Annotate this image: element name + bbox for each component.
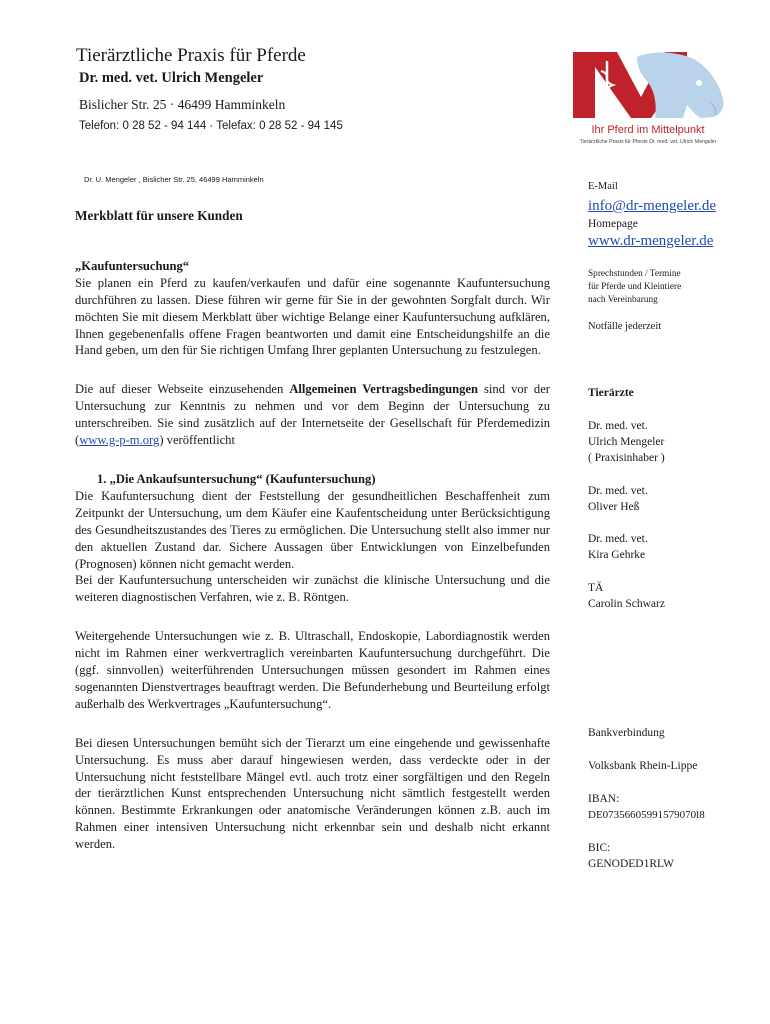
vet-4-title: TÄ (588, 582, 604, 594)
bank-name: Volksbank Rhein-Lippe (588, 760, 698, 772)
gpm-link[interactable]: www.g-p-m.org (79, 433, 160, 448)
emergency-note: Notfälle jederzeit (588, 321, 662, 332)
practice-logo (571, 47, 726, 147)
practice-title: Tierärztliche Praxis für Pferde (76, 45, 306, 66)
vet-1-title: Dr. med. vet. (588, 420, 648, 432)
vet-3-name: Kira Gehrke (588, 549, 646, 561)
phone-fax-line: Telefon: 0 28 52 - 94 144 · Telefax: 0 28 52 - 94 145 (79, 120, 343, 132)
practice-address: Bislicher Str. 25 · 46499 Hamminkeln (79, 97, 286, 112)
sender-address-line: Dr. U. Mengeler , Bislicher Str. 25, 46499 Hamminkeln (84, 175, 264, 184)
merkblatt-heading: Merkblatt für unsere Kunden (75, 208, 243, 223)
agb-bold-text: Allgemeinen Vertragsbedingungen (289, 382, 478, 397)
agb-paragraph (75, 381, 550, 449)
bic-label: BIC: (588, 842, 611, 854)
bic-value: GENODED1RLW (588, 858, 675, 870)
hours-line-2: für Pferde und Kleintiere (588, 282, 682, 292)
section1-paragraph-2: Bei der Kaufuntersuchung unterscheiden wir zunächst die klinische Untersuchung und die weiteren diagnostischen Verfahren, wie z. B. Röntgen. (75, 573, 550, 605)
kaufuntersuchung-heading: „Kaufuntersuchung“ (75, 258, 190, 273)
main-content (75, 208, 550, 853)
vet-4-name: Carolin Schwarz (588, 598, 665, 610)
logo-slogan: Ihr Pferd im Mittelpunkt (591, 124, 705, 136)
section1-paragraph-1: Die Kaufuntersuchung dient der Feststellung der gesundheitlichen Beschaffenheit zum Zeitpunkt der Untersuchung, um dem Käufer eine Kaufentscheidung unter Berücksichtigung des Gesundheitszustandes des Tieres zu ermöglichen. Die Untersuchung stellt also immer nur den aktuellen Zustand dar. Sichere Aussagen über Entwicklungen von Einzelbefunden (Prognosen) können nicht gemacht werden. (75, 488, 550, 571)
email-link[interactable]: info@dr-mengeler.de (588, 198, 717, 214)
vet-1-name: Ulrich Mengeler (588, 436, 665, 448)
agb-text-1: Die auf dieser Webseite einzusehenden (75, 382, 290, 397)
homepage-link[interactable]: www.dr-mengeler.de (588, 233, 714, 249)
hours-line-3: nach Vereinbarung (588, 295, 658, 305)
vet-1-role: ( Praxisinhaber ) (588, 452, 665, 464)
vets-heading: Tierärzte (588, 387, 634, 399)
iban-label: IBAN: (588, 793, 620, 805)
agb-text-2: sind vor der Untersuchung zur Kenntnis zu nehmen und vor dem Beginn der Untersuchung zu unterschreiben. Sie sind zusätzlich auf der Internetseite der Gesellschaft für Pferdemedizin ( (75, 382, 550, 448)
agb-text-3: ) veröffentlicht (159, 433, 235, 448)
iban-value: DE07356605991579070l8 (588, 809, 705, 821)
vet-2-title: Dr. med. vet. (588, 485, 648, 497)
doctor-name: Dr. med. vet. Ulrich Mengeler (79, 70, 264, 86)
homepage-label: Homepage (588, 218, 638, 230)
hours-line-1: Sprechstunden / Termine (588, 269, 681, 279)
logo-subline: Tierärztliche Praxis für Pferde Dr. med. vet. Ulrich Mengeler (579, 139, 717, 145)
bank-heading: Bankverbindung (588, 727, 665, 739)
intro-paragraph: Sie planen ein Pferd zu kaufen/verkaufen und dafür eine sogenannte Kaufuntersuchung durchführen zu lassen. Diese führen wir gerne für Sie in der gewohnten Sorgfalt durch. Wir möchten Sie mit diesem Merkblatt über wichtige Belange einer Kaufuntersuchung aufklären, Ihnen gegebenenfalls offene Fragen beantworten und damit eine Entscheidungshilfe an die Hand geben, um den für Sie richtigen Umfang Ihrer geplanten Untersuchung zu festzulegen. (75, 275, 550, 358)
final-paragraph: Bei diesen Untersuchungen bemüht sich der Tierarzt um eine eingehende und gewissenhafte Untersuchung. Es muss aber darauf hingewiesen werden, dass verdeckte oder in der Untersuchung nicht feststellbare Mängel evtl. auch trotz einer sorgfältigen und den Regeln der tierärztlichen Kunst entsprechenden Untersuchung nicht sämtlich festgestellt werden können. Bestimmte Erkrankungen oder anatomische Veränderungen können z.B. auch im Rahmen einer intensiven Untersuchung nicht erkennbar sein und deshalb nicht erkannt werden. (75, 735, 550, 852)
vet-3-title: Dr. med. vet. (588, 533, 648, 545)
section1-heading: 1. „Die Ankaufsuntersuchung“ (Kaufuntersuchung) (97, 471, 376, 486)
email-label: E-Mail (588, 181, 618, 192)
vet-2-name: Oliver Heß (588, 501, 640, 513)
further-examinations-paragraph: Weitergehende Untersuchungen wie z. B. Ultraschall, Endoskopie, Labordiagnostik werden nicht im Rahmen einer werkvertraglich vereinbarten Kaufuntersuchung durchgeführt. Die (ggf. sinnvollen) weiterführenden Untersuchungen müssen gesondert im Rahmen eines sogenannten Dienstvertrages beauftragt werden. Die Befunderhebung und Beurteilung erfolgt außerhalb des Werkvertrages „Kaufuntersuchung“. (75, 629, 550, 711)
